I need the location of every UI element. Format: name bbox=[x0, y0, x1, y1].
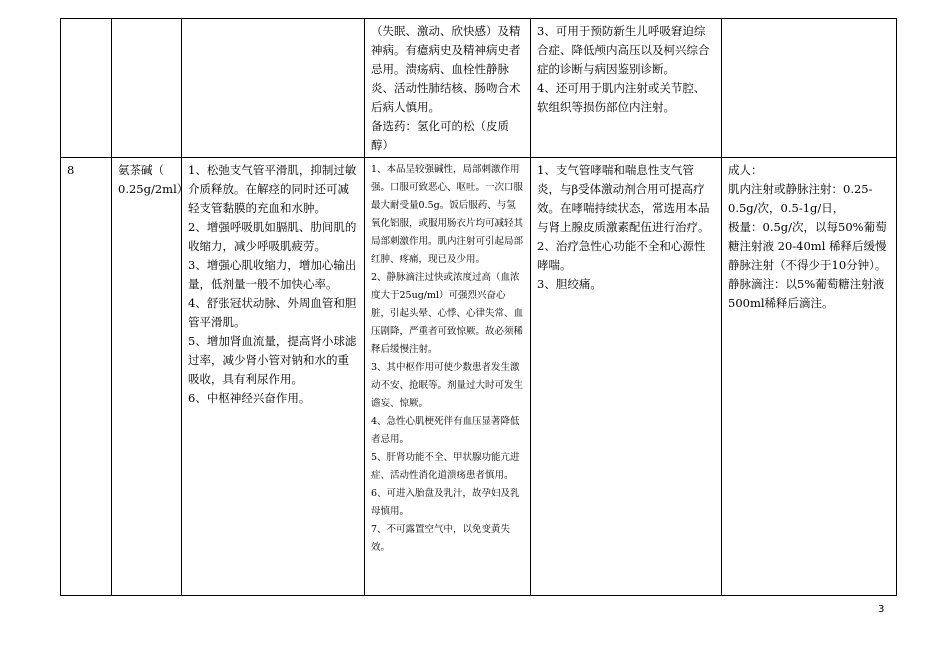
contraindication-text: （失眠、激动、欣快感）及精神病。有癔病史及精神病史者忌用。溃疡病、血栓性静脉炎、活动性肺结核、肠吻合术后病人慎用。 bbox=[371, 24, 521, 114]
row-number-cell bbox=[61, 19, 112, 158]
caution-item: 1、本品呈较强碱性，局部刺激作用强。口服可致恶心、呕吐。一次口服最大耐受量0.5g。饭后服药、与氢氧化铝服，或服用肠衣片均可减轻其局部刺激作用。肌内注射可引起局部红肿、疼痛，现已及少用。 bbox=[371, 164, 524, 265]
action-item: 3、增强心肌收缩力，增加心输出量，低剂量一般不加快心率。 bbox=[188, 258, 357, 291]
caution-item: 6、可进入胎盘及乳汁，故孕妇及乳母慎用。 bbox=[371, 488, 520, 517]
table-row bbox=[61, 19, 897, 158]
caution-item: 3、其中枢作用可使少数患者发生激动不安、抢眠等。剂量过大时可发生谵妄、惊厥。 bbox=[371, 362, 524, 409]
indication-item: 3、可用于预防新生儿呼吸窘迫综合症、降低颅内高压以及柯兴综合症的诊断与病因鉴别诊断。 bbox=[537, 24, 710, 76]
caution-item: 7、不可露置空气中，以免变黄失效。 bbox=[371, 524, 511, 553]
drug-table bbox=[60, 18, 897, 596]
dosage-heading: 成人： bbox=[728, 163, 763, 177]
indications-cell bbox=[531, 19, 722, 158]
dosage-item: 肌内注射或静脉注射：0.25-0.5g/次，0.5-1g/日， bbox=[728, 182, 873, 215]
action-item: 6、中枢神经兴奋作用。 bbox=[188, 391, 311, 405]
dosage-cell bbox=[722, 19, 897, 158]
contraindications-cell bbox=[365, 19, 531, 158]
action-item: 5、增加肾血流量，提高肾小球滤过率，减少肾小管对钠和水的重吸收，具有利尿作用。 bbox=[188, 334, 357, 386]
indications-cell bbox=[531, 158, 722, 596]
indication-item: 1、支气管哮喘和喘息性支气管炎，与β受体激动剂合用可提高疗效。在哮喘持续状态，常选用本品与肾上腺皮质激素配伍进行治疗。 bbox=[537, 163, 710, 234]
indication-item: 4、还可用于肌内注射或关节腔、软组织等损伤部位内注射。 bbox=[537, 81, 706, 114]
drug-name-cell bbox=[112, 19, 182, 158]
action-cell bbox=[182, 158, 365, 596]
action-item: 2、增强呼吸肌如膈肌、肋间肌的收缩力，减少呼吸肌疲劳。 bbox=[188, 220, 357, 253]
row-number-cell: 8 bbox=[61, 158, 112, 596]
cautions-cell bbox=[365, 158, 531, 596]
caution-item: 4、急性心肌梗死伴有血压显著降低者忌用。 bbox=[371, 416, 520, 445]
caution-item: 2、静脉滴注过快或浓度过高（血浓度大于25ug/ml）可强烈兴奋心脏，引起头晕、心悸、心律失常、血压剧降，严重者可致惊厥。故必须稀释后缓慢注射。 bbox=[371, 272, 524, 355]
caution-item: 5、肝肾功能不全、甲状腺功能亢进症、活动性消化道溃疡患者慎用。 bbox=[371, 452, 520, 481]
action-item: 4、舒张冠状动脉、外周血管和胆管平滑肌。 bbox=[188, 296, 357, 329]
action-cell bbox=[182, 19, 365, 158]
dosage-item: 极量：0.5g/次，以每50%葡萄糖注射液 20-40ml 稀释后缓慢静脉注射（不得少于10分钟）。静脉滴注：以5%葡萄糖注射液500ml稀释后滴注。 bbox=[728, 220, 887, 310]
alternative-drug-text: 备选药：氢化可的松（皮质醇） bbox=[371, 119, 509, 152]
indication-item: 3、胆绞痛。 bbox=[537, 277, 602, 291]
dosage-cell bbox=[722, 158, 897, 596]
table-row bbox=[61, 158, 897, 596]
indication-item: 2、治疗急性心功能不全和心源性哮喘。 bbox=[537, 239, 706, 272]
page-number: 3 bbox=[878, 604, 885, 615]
drug-name-cell: 氨茶碱（ 0.25g/2ml） bbox=[112, 158, 182, 596]
action-item: 1、松弛支气管平滑肌，抑制过敏介质释放。在解痉的同时还可减轻支管黏膜的充血和水肿。 bbox=[188, 163, 357, 215]
